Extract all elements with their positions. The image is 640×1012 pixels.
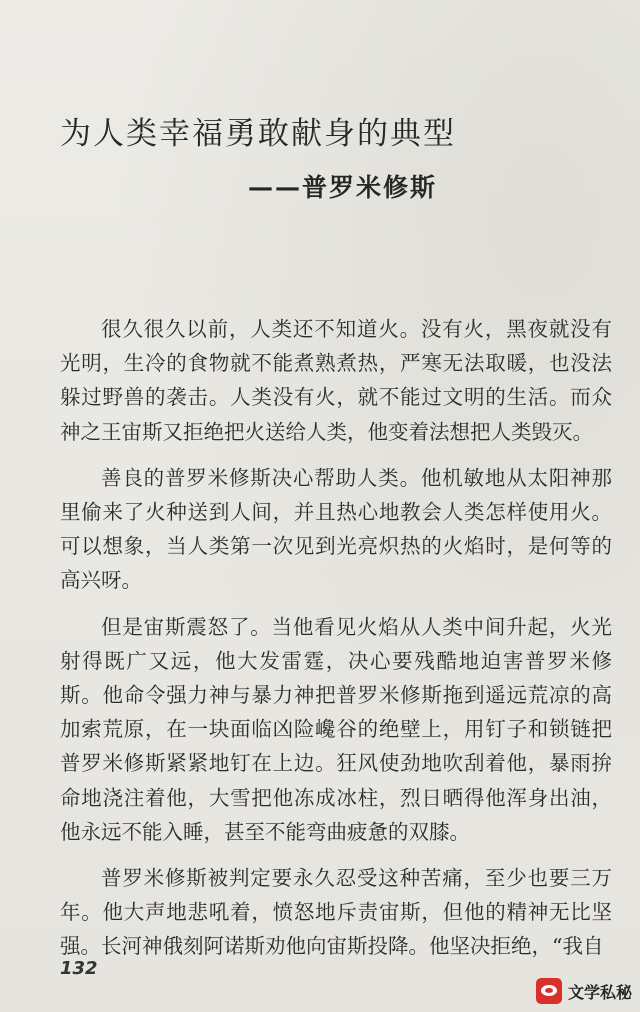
paragraph-3: 但是宙斯震怒了。当他看见火焰从人类中间升起，火光射得既广又远，他大发雷霆，决心要残酷地迫害普罗米修斯。他命令强力神与暴力神把普罗米修斯拖到遥远荒凉的高加索荒原，在一块面临凶险巉谷的绝壁上，用钉子和锁链把普罗米修斯紧紧地钉在上边。狂风使劲地吹刮着他，暴雨拚命地浇注着他，大雪把他冻成冰柱，烈日晒得他浑身出油，他永远不能入睡，甚至不能弯曲疲惫的双膝。	[60, 614, 612, 844]
watermark	[536, 978, 632, 1004]
weibo-icon	[536, 978, 562, 1004]
paragraph-4: 普罗米修斯被判定要永久忍受这种苦痛，至少也要三万年。他大声地悲吼着，愤怒地斥责宙斯，但他的精神无比坚强。长河神俄刻阿诺斯劝他向宙斯投降。他坚决拒绝，“我自	[60, 866, 612, 959]
chapter-subtitle: ——普罗米修斯	[248, 173, 438, 202]
body-text	[60, 312, 612, 976]
paragraph-1: 很久很久以前，人类还不知道火。没有火，黑夜就没有光明，生冷的食物就不能煮熟煮热，严寒无法取暖，也没法躲过野兽的袭击。人类没有火，就不能过文明的生活。而众神之王宙斯又拒绝把火送给人类，他变着法想把人类毁灭。	[60, 317, 612, 444]
chapter-title: 为人类幸福勇敢献身的典型	[60, 116, 456, 152]
paragraph-2: 善良的普罗米修斯决心帮助人类。他机敏地从太阳神那里偷来了火种送到人间，并且热心地教会人类怎样使用火。可以想象，当人类第一次见到光亮炽热的火焰时，是何等的高兴呀。	[60, 465, 612, 593]
page-number: 132	[60, 958, 98, 979]
watermark-text: 文学私秘	[567, 982, 632, 1002]
